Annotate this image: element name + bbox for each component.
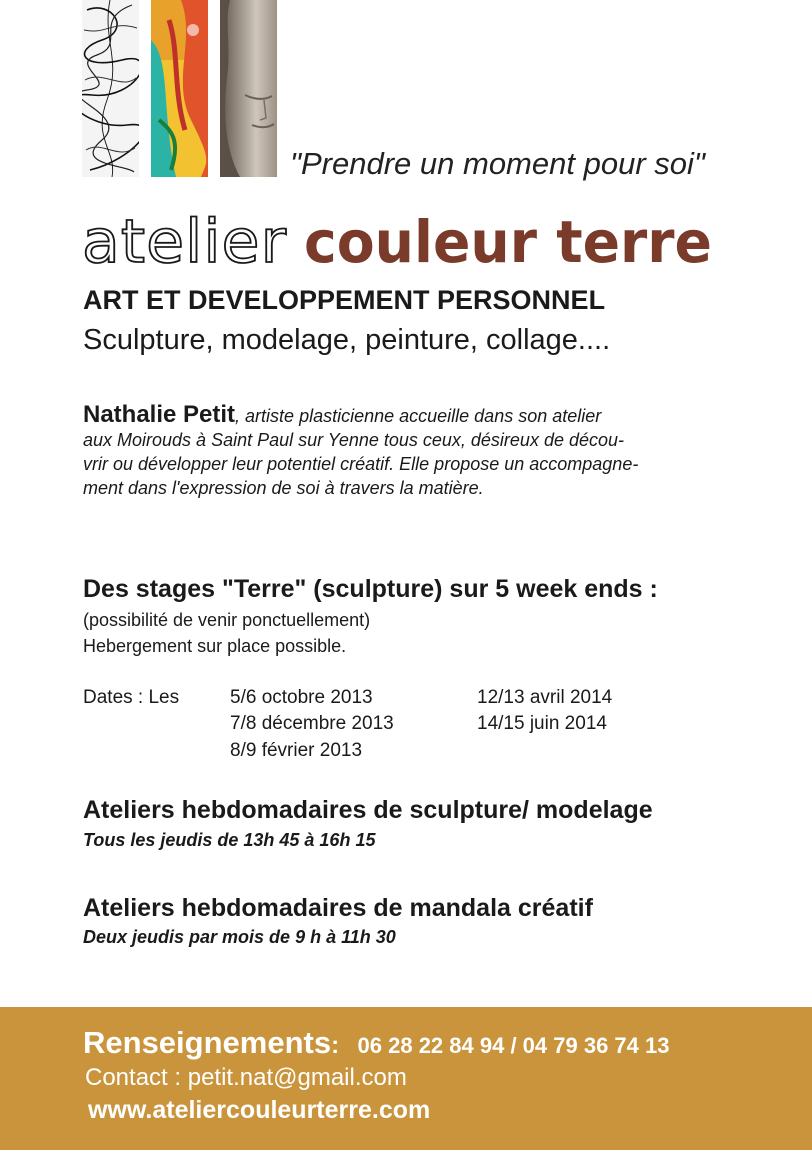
intro-line-2: aux Moirouds à Saint Paul sur Yenne tous ceux, désireux de décou-: [83, 430, 625, 450]
stages-title: Des stages "Terre" (sculpture) sur 5 week ends :: [83, 575, 658, 603]
contact-email[interactable]: Contact : petit.nat@gmail.com: [85, 1064, 407, 1091]
colorful-painting-image: [151, 0, 208, 177]
date-item: 7/8 décembre 2013: [230, 713, 394, 734]
renseignements-colon: :: [331, 1032, 340, 1059]
logo-word-couleur-terre: couleur terre: [304, 212, 712, 272]
intro-line-3: vrir ou développer leur potentiel créatif. Elle propose un accompagne-: [83, 454, 639, 474]
contact-footer: [0, 1007, 812, 1150]
subtitle-art-developpement: ART ET DEVELOPPEMENT PERSONNEL: [83, 285, 606, 315]
mandala-workshop-schedule: Deux jeudis par mois de 9 h à 11h 30: [83, 927, 396, 947]
sculpture-workshop-title: Ateliers hebdomadaires de sculpture/ modelage: [83, 796, 653, 824]
intro-line-4: ment dans l'expression de soi à travers la matière.: [83, 478, 484, 498]
stages-note-1: (possibilité de venir ponctuellement): [83, 610, 371, 630]
date-item: 14/15 juin 2014: [477, 713, 607, 734]
intro-line-1: [83, 403, 743, 428]
tagline-quote: "Prendre un moment pour soi": [290, 146, 705, 181]
abstract-line-drawing-image: [82, 0, 139, 177]
website-link[interactable]: www.ateliercouleurterre.com: [88, 1096, 431, 1124]
intro-line-1-text: , artiste plasticienne accueille dans son atelier: [235, 406, 602, 426]
date-item: 8/9 février 2013: [230, 740, 363, 761]
sculpture-workshop-schedule: Tous les jeudis de 13h 45 à 16h 15: [83, 830, 376, 850]
subtitle-techniques: Sculpture, modelage, peinture, collage....: [83, 324, 611, 356]
mandala-workshop-title: Ateliers hebdomadaires de mandala créatif: [83, 894, 593, 922]
intro-paragraph: [83, 403, 743, 500]
stages-note-2: Hebergement sur place possible.: [83, 636, 347, 656]
renseignements-label: Renseignements: [83, 1025, 332, 1060]
renseignements-line: [83, 1025, 669, 1061]
logo-word-atelier: atelier: [82, 212, 287, 272]
dates-label: Dates : Les: [83, 687, 180, 708]
date-item: 12/13 avril 2014: [477, 687, 613, 708]
atelier-couleur-terre-logo: [82, 212, 722, 272]
date-item: 5/6 octobre 2013: [230, 687, 373, 708]
artist-name: Nathalie Petit: [83, 401, 236, 428]
phone-numbers[interactable]: 06 28 22 84 94 / 04 79 36 74 13: [357, 1033, 670, 1058]
buddha-sculpture-image: [220, 0, 277, 177]
